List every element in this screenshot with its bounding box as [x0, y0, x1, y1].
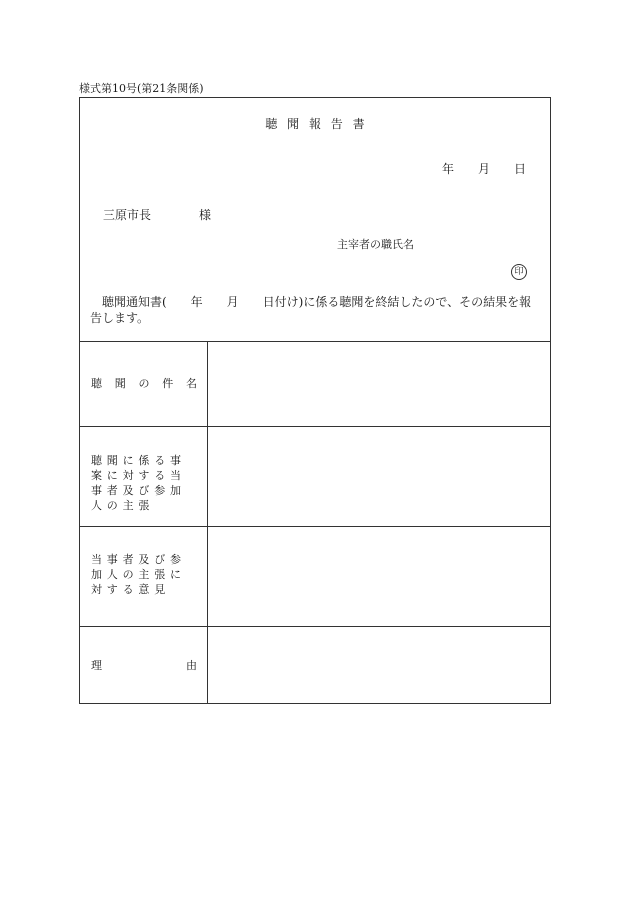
opinion-value-cell[interactable] [208, 527, 550, 626]
claims-value-cell[interactable] [208, 427, 550, 526]
document-title: 聴 聞 報 告 書 [265, 117, 365, 131]
claims-label-cell [80, 427, 208, 526]
subject-label-cell [80, 342, 208, 426]
reason-label: 理 由 [91, 659, 197, 672]
addressee: 三原市長 様 [103, 208, 212, 222]
claims-label: 聴聞に係る事案に対する当事者及び参加人の主張 [91, 454, 186, 512]
form-number: 様式第10号(第21条関係) [79, 82, 204, 95]
claims-row [80, 427, 550, 527]
reason-label-cell [80, 627, 208, 703]
hearing-report-form [79, 97, 551, 704]
reason-value-cell[interactable] [208, 627, 550, 703]
reason-row [80, 627, 550, 703]
date-line: 年 月 日 [442, 162, 527, 176]
subject-label: 聴 聞 の 件 名 [91, 377, 197, 390]
opinion-row [80, 527, 550, 627]
report-header-section [80, 98, 550, 342]
organizer-name-label: 主宰者の職氏名 [337, 238, 414, 251]
report-statement: 聴聞通知書( 年 月 日付け)に係る聴聞を終結したので、その結果を報告します。 [90, 295, 532, 325]
seal-mark: 印 [511, 264, 527, 280]
opinion-label: 当事者及び参加人の主張に対する意見 [91, 553, 186, 596]
opinion-label-cell [80, 527, 208, 626]
subject-value-cell[interactable] [208, 342, 550, 426]
subject-row [80, 342, 550, 427]
